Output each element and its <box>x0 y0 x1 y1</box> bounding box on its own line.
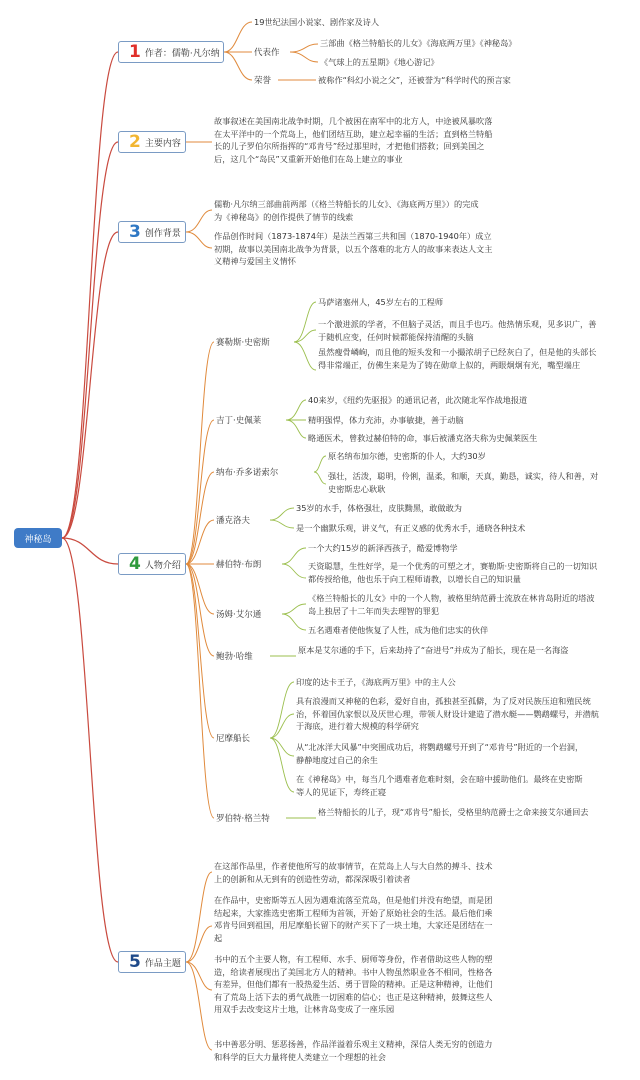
section-number: 4 <box>129 554 141 574</box>
connector-root-1 <box>62 52 118 538</box>
section-label: 创作背景 <box>144 228 181 239</box>
root-node[interactable]: 神秘岛 <box>14 528 62 548</box>
content-summary: 故事叙述在美国南北战争时期，几个被困在南军中的北方人，中途被风暴吹落在太平洋中的一个荒岛上，他们团结互助，建立起幸福的生活；直到格兰特船长的儿子罗伯尔所指挥的“邓肯号”经过那里时，才把他们搭救；回到美国之后，这几个“岛民”又重新开始他们在岛上建立的事业 <box>214 116 493 164</box>
character-desc: 精明强悍，体力充沛，办事敏捷，善于动脑 <box>308 415 464 425</box>
character-desc: 40来岁，《纽约先驱报》的通讯记者，此次随北军作战地报道 <box>308 395 528 405</box>
section-author[interactable] <box>118 41 224 63</box>
character-desc: 强壮，活泼，聪明，伶俐，温柔，和顺，天真，勤恳，诚实，待人和善，对史密斯忠心耿耿 <box>328 471 599 494</box>
theme-p2: 在作品中，史密斯等五人因为遇难流落至荒岛，但是他们并没有绝望，而是团结起来，大家推选史密斯工程师为首领，开始了原始社会的生活。最后他们乘邓肯号回到祖国，用尼摩船长留下的财产买下了一块土地，大家还是团结在一起 <box>214 895 493 943</box>
character-desc: 印度的达卡王子，《海底两万里》中的主人公 <box>296 677 456 687</box>
section-number: 5 <box>129 952 141 972</box>
character-desc: 马萨诸塞州人，45岁左右的工程师 <box>318 297 444 307</box>
section-label: 人物介绍 <box>144 560 181 571</box>
theme-p4: 书中善恶分明、惩恶扬善，作品洋溢着乐观主义精神，深信人类无穷的创造力和科学的巨大力量将使人类建立一个理想的社会 <box>214 1039 493 1062</box>
author-intro: 19世纪法国小说家、剧作家及诗人 <box>254 17 380 27</box>
character-name[interactable]: 纳布·乔多诺索尔 <box>216 468 279 478</box>
connector-root-2 <box>62 142 118 538</box>
connector-root-3 <box>62 232 118 538</box>
character-name[interactable]: 汤姆·艾尔通 <box>216 610 262 620</box>
section-label: 作品主题 <box>144 958 181 969</box>
character-name[interactable]: 吉丁·史佩莱 <box>216 416 262 426</box>
character-desc: 原名纳布加尔德，史密斯的仆人，大约30岁 <box>328 451 486 461</box>
character-desc: 原本是艾尔通的手下，后来劫持了“奋进号”并成为了船长，现在是一名海盗 <box>298 645 569 655</box>
character-desc: 具有浪漫而又神秘的色彩，爱好自由，孤独甚至孤僻，为了反对民族压迫和殖民统治，怀着国仇家恨以及厌世心理，带领人财设计建造了潜水艇——鹦鹉螺号，并潜航于海底，进行着大规模的科学研究 <box>296 696 599 731</box>
honor-text: 被称作“科幻小说之父”，还被誉为“科学时代的预言家 <box>318 75 511 85</box>
character-desc: 格兰特船长的儿子，现“邓肯号”船长，受格里纳范爵士之命来接艾尔通回去 <box>318 807 589 817</box>
works-label: 代表作 <box>254 48 280 58</box>
section-number: 1 <box>129 42 141 62</box>
section-content[interactable] <box>118 131 186 153</box>
character-desc: 在《神秘岛》中，每当几个遇难者危难时刻，会在暗中援助他们。最终在史密斯等人的见证下，寿终正寝 <box>296 774 583 797</box>
character-name[interactable]: 尼摩船长 <box>216 734 251 744</box>
works-line-1: 三部曲《格兰特船长的儿女》《海底两万里》《神秘岛》 <box>320 38 517 48</box>
connector-root-4 <box>62 538 118 564</box>
background-p1: 儒勒·凡尔纳三部曲前两部（《格兰特船长的儿女》、《海底两万里》）的完成为《神秘岛》的创作提供了情节的线索 <box>214 199 479 222</box>
theme-p1: 在这部作品里，作者使他所写的故事情节，在荒岛上人与大自然的搏斗、技术上的创新和从无到有的创造性劳动，都深深吸引着读者 <box>214 861 493 884</box>
character-desc: 35岁的水手，体格强壮，皮肤黝黑，敢做敢为 <box>296 503 462 513</box>
honor-label: 荣誉 <box>254 76 272 86</box>
section-number: 3 <box>129 222 141 242</box>
character-name[interactable]: 赛勒斯·史密斯 <box>216 338 270 348</box>
theme-p3: 书中的五个主要人物，有工程师、水手、厨师等身份，作者借助这些人物的塑造，给读者展现出了美国北方人的精神。书中人物虽然职业各不相同，性格各有差异，但他们都有一股热爱生活、勇于冒险的精神。正是这种精神，让他们有了荒岛上活下去的勇气战胜一切困难的信心；也正是这种精神，鼓舞这些人用双手去改变这片土地，让林肯岛变成了一座乐园 <box>214 954 493 1014</box>
section-number: 2 <box>129 132 141 152</box>
character-desc: 五名遇难者使他恢复了人性，成为他们忠实的伙伴 <box>308 625 489 635</box>
connector-root-5 <box>62 538 118 962</box>
character-desc: 虽然瘦骨嶙峋，而且他的短头发和一小撮浓胡子已经灰白了，但是他的头部长得非常端正，仿佛生来是为了铸在勋章上似的，两眼炯炯有光，嘴型端庄 <box>318 347 597 370</box>
character-name[interactable]: 潘克洛夫 <box>216 516 251 526</box>
character-desc: 《格兰特船长的儿女》中的一个人物，被格里纳范爵士流放在林肯岛附近的塔波岛上独居了十二年而失去理智的罪犯 <box>308 593 595 616</box>
character-desc: 是一个幽默乐观，讲义气，有正义感的优秀水手，通晓各种技术 <box>296 523 526 533</box>
character-desc: 略通医术，曾救过赫伯特的命，事后被潘克洛夫称为史佩莱医生 <box>308 433 538 443</box>
character-desc: 一个激进派的学者，不但脑子灵活，而且手也巧。他热情乐观，见多识广，善于随机应变，任何时候都能保持清醒的头脑 <box>318 319 597 342</box>
section-label: 主要内容 <box>144 138 181 149</box>
character-desc: 天资聪慧，生性好学，是一个优秀的可塑之才，赛勒斯·史密斯将自己的一切知识都传授给他，他也乐于向工程师请教，以增长自己的知识量 <box>308 561 598 584</box>
section-label: 作者：儒勒·凡尔纳 <box>144 48 220 59</box>
character-name[interactable]: 鲍勃·哈维 <box>216 652 253 662</box>
background-p2: 作品创作时间（1873-1874年）是法兰西第三共和国（1870-1940年）成立初期，故事以美国南北战争为背景，以五个落难的北方人的故事来表达人文主义精神与爱国主义情怀 <box>214 231 493 266</box>
section-theme[interactable] <box>118 951 186 973</box>
works-line-2: 《气球上的五星期》《地心游记》 <box>320 57 439 67</box>
section-characters[interactable] <box>118 553 186 575</box>
character-name[interactable]: 赫伯特·布朗 <box>216 560 262 570</box>
character-name[interactable]: 罗伯特·格兰特 <box>216 814 270 824</box>
character-desc: 一个大约15岁的新泽西孩子，酷爱博物学 <box>308 543 458 553</box>
character-desc: 从“北冰洋大风暴”中突围成功后，将鹦鹉螺号开到了“邓肯号”附近的一个岩洞，静静地度过自己的余生 <box>296 742 584 765</box>
section-background[interactable] <box>118 221 186 243</box>
